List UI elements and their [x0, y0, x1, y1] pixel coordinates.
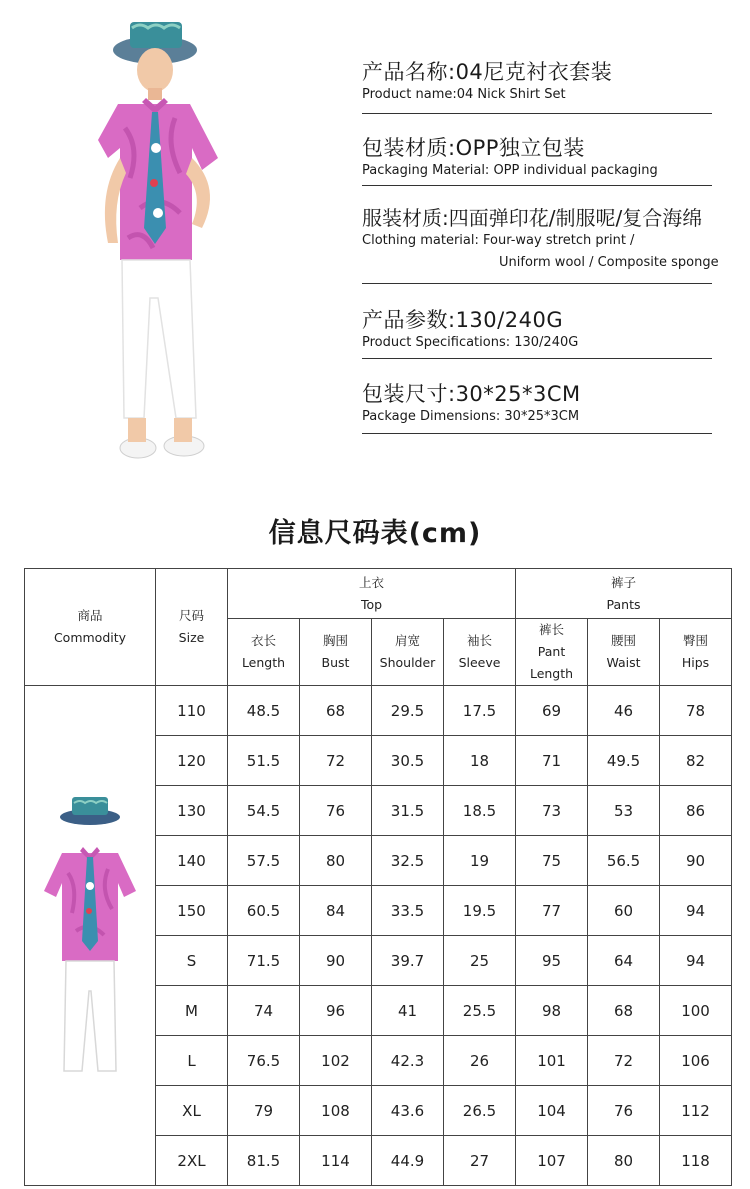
- cell-size: M: [156, 986, 228, 1036]
- header-pant-length-zh: 裤长: [539, 622, 565, 637]
- header-shoulder-zh: 肩宽: [394, 633, 420, 648]
- cell-pant-length: 101: [516, 1036, 588, 1086]
- header-commodity: [25, 569, 156, 686]
- spec-dimensions-zh: 包装尺寸:30*25*3CM: [362, 382, 581, 406]
- cell-length: 48.5: [228, 686, 300, 736]
- spec-product-name-en: Product name:04 Nick Shirt Set: [362, 87, 566, 102]
- cell-size: 110: [156, 686, 228, 736]
- cell-hips: 82: [660, 736, 732, 786]
- cell-size: XL: [156, 1086, 228, 1136]
- cell-shoulder: 41: [372, 986, 444, 1036]
- cell-sleeve: 18: [444, 736, 516, 786]
- cell-size: 120: [156, 736, 228, 786]
- product-info-section: [0, 0, 750, 490]
- header-pant-length: [516, 619, 588, 686]
- size-chart-title: 信息尺码表(cm): [268, 518, 482, 549]
- cell-size: S: [156, 936, 228, 986]
- cell-size: 140: [156, 836, 228, 886]
- spec-clothing-en-line2: Uniform wool / Composite sponge: [499, 255, 719, 270]
- cell-waist: 76: [588, 1086, 660, 1136]
- spec-params-zh: 产品参数:130/240G: [362, 308, 564, 332]
- face: [137, 48, 173, 92]
- commodity-image-cell: [25, 686, 156, 1186]
- header-waist-en: Waist: [606, 655, 641, 670]
- product-photo: [40, 791, 140, 1081]
- header-size: [156, 569, 228, 686]
- cell-bust: 80: [300, 836, 372, 886]
- header-commodity-zh: 商品: [77, 608, 103, 623]
- cell-bust: 96: [300, 986, 372, 1036]
- cell-length: 81.5: [228, 1136, 300, 1186]
- header-sleeve-zh: 袖长: [467, 633, 493, 648]
- cell-pant-length: 73: [516, 786, 588, 836]
- header-size-en: Size: [178, 630, 205, 645]
- cell-shoulder: 39.7: [372, 936, 444, 986]
- cell-sleeve: 25.5: [444, 986, 516, 1036]
- cell-bust: 68: [300, 686, 372, 736]
- header-pant-length-en1: Pant: [537, 644, 566, 659]
- cell-pant-length: 104: [516, 1086, 588, 1136]
- cell-shoulder: 43.6: [372, 1086, 444, 1136]
- header-top-en: Top: [360, 596, 383, 612]
- cell-bust: 102: [300, 1036, 372, 1086]
- cell-pant-length: 95: [516, 936, 588, 986]
- spec-params-en: Product Specifications: 130/240G: [362, 335, 579, 350]
- cell-length: 60.5: [228, 886, 300, 936]
- header-bust-en: Bust: [321, 655, 350, 670]
- pants: [122, 260, 196, 418]
- cell-hips: 90: [660, 836, 732, 886]
- cell-hips: 78: [660, 686, 732, 736]
- cell-bust: 90: [300, 936, 372, 986]
- cell-sleeve: 17.5: [444, 686, 516, 736]
- header-top-zh: 上衣: [359, 574, 385, 590]
- header-size-zh: 尺码: [178, 608, 204, 623]
- cell-sleeve: 18.5: [444, 786, 516, 836]
- cell-sleeve: 25: [444, 936, 516, 986]
- header-bust-zh: 胸围: [322, 633, 348, 648]
- cell-bust: 72: [300, 736, 372, 786]
- cell-length: 54.5: [228, 786, 300, 836]
- size-chart-body: [25, 686, 732, 1186]
- cell-sleeve: 19.5: [444, 886, 516, 936]
- cell-length: 51.5: [228, 736, 300, 786]
- cell-waist: 68: [588, 986, 660, 1036]
- spec-product-name-zh: 产品名称:04尼克衬衣套装: [362, 60, 613, 84]
- cell-bust: 84: [300, 886, 372, 936]
- cell-size: 150: [156, 886, 228, 936]
- spec-packaging-zh: 包装材质:OPP独立包装: [362, 136, 585, 160]
- cell-shoulder: 42.3: [372, 1036, 444, 1086]
- spec-product-name: [362, 58, 712, 114]
- size-chart-table: [24, 568, 732, 1186]
- header-length-en: Length: [241, 655, 286, 670]
- cell-shoulder: 33.5: [372, 886, 444, 936]
- cell-length: 79: [228, 1086, 300, 1136]
- header-sleeve-en: Sleeve: [458, 655, 501, 670]
- cell-length: 71.5: [228, 936, 300, 986]
- header-shoulder-en: Shoulder: [379, 655, 436, 670]
- cell-pant-length: 69: [516, 686, 588, 736]
- cell-hips: 94: [660, 936, 732, 986]
- header-bust: [300, 619, 372, 686]
- cell-waist: 56.5: [588, 836, 660, 886]
- cell-hips: 86: [660, 786, 732, 836]
- header-hips: [660, 619, 732, 686]
- cell-shoulder: 30.5: [372, 736, 444, 786]
- cell-waist: 49.5: [588, 736, 660, 786]
- cell-sleeve: 26: [444, 1036, 516, 1086]
- header-length: [228, 619, 300, 686]
- header-top: [228, 569, 516, 619]
- cell-waist: 64: [588, 936, 660, 986]
- spec-product-params: [362, 306, 712, 359]
- header-pants-zh: 裤子: [611, 574, 637, 590]
- header-hips-en: Hips: [681, 655, 710, 670]
- cell-waist: 72: [588, 1036, 660, 1086]
- cell-size: 2XL: [156, 1136, 228, 1186]
- spec-clothing-material: [362, 204, 719, 284]
- header-hips-zh: 臀围: [683, 633, 709, 648]
- cell-sleeve: 19: [444, 836, 516, 886]
- cell-sleeve: 26.5: [444, 1086, 516, 1136]
- cell-hips: 100: [660, 986, 732, 1036]
- cell-waist: 80: [588, 1136, 660, 1186]
- spec-packaging: [362, 134, 712, 186]
- cell-sleeve: 27: [444, 1136, 516, 1186]
- header-sleeve: [444, 619, 516, 686]
- table-row: [25, 686, 732, 736]
- cell-pant-length: 77: [516, 886, 588, 936]
- cell-length: 57.5: [228, 836, 300, 886]
- cell-hips: 112: [660, 1086, 732, 1136]
- header-length-zh: 衣长: [250, 633, 276, 648]
- header-waist-zh: 腰围: [611, 633, 637, 648]
- cell-bust: 108: [300, 1086, 372, 1136]
- cell-shoulder: 29.5: [372, 686, 444, 736]
- cell-size: 130: [156, 786, 228, 836]
- spec-dimensions-en: Package Dimensions: 30*25*3CM: [362, 409, 580, 424]
- cell-pant-length: 107: [516, 1136, 588, 1186]
- cell-length: 74: [228, 986, 300, 1036]
- cell-pant-length: 75: [516, 836, 588, 886]
- cell-pant-length: 71: [516, 736, 588, 786]
- cell-hips: 106: [660, 1036, 732, 1086]
- cell-waist: 60: [588, 886, 660, 936]
- cell-pant-length: 98: [516, 986, 588, 1036]
- cell-length: 76.5: [228, 1036, 300, 1086]
- spec-packaging-en: Packaging Material: OPP individual packaging: [362, 163, 658, 178]
- cell-bust: 114: [300, 1136, 372, 1186]
- cell-waist: 46: [588, 686, 660, 736]
- spec-clothing-en-line1: Clothing material: Four-way stretch print /: [362, 233, 635, 248]
- cell-shoulder: 31.5: [372, 786, 444, 836]
- cell-hips: 118: [660, 1136, 732, 1186]
- cell-shoulder: 32.5: [372, 836, 444, 886]
- cell-bust: 76: [300, 786, 372, 836]
- header-waist: [588, 619, 660, 686]
- spec-clothing-zh: 服装材质:四面弹印花/制服呢/复合海绵: [362, 206, 703, 230]
- spec-package-dimensions: [362, 380, 712, 434]
- cell-size: L: [156, 1036, 228, 1086]
- model-photo: [80, 8, 270, 478]
- cell-waist: 53: [588, 786, 660, 836]
- cell-hips: 94: [660, 886, 732, 936]
- cell-shoulder: 44.9: [372, 1136, 444, 1186]
- header-pants: [516, 569, 732, 619]
- header-commodity-en: Commodity: [53, 630, 127, 645]
- header-pants-en: Pants: [606, 596, 641, 612]
- header-pant-length-en2: Length: [529, 666, 574, 681]
- header-shoulder: [372, 619, 444, 686]
